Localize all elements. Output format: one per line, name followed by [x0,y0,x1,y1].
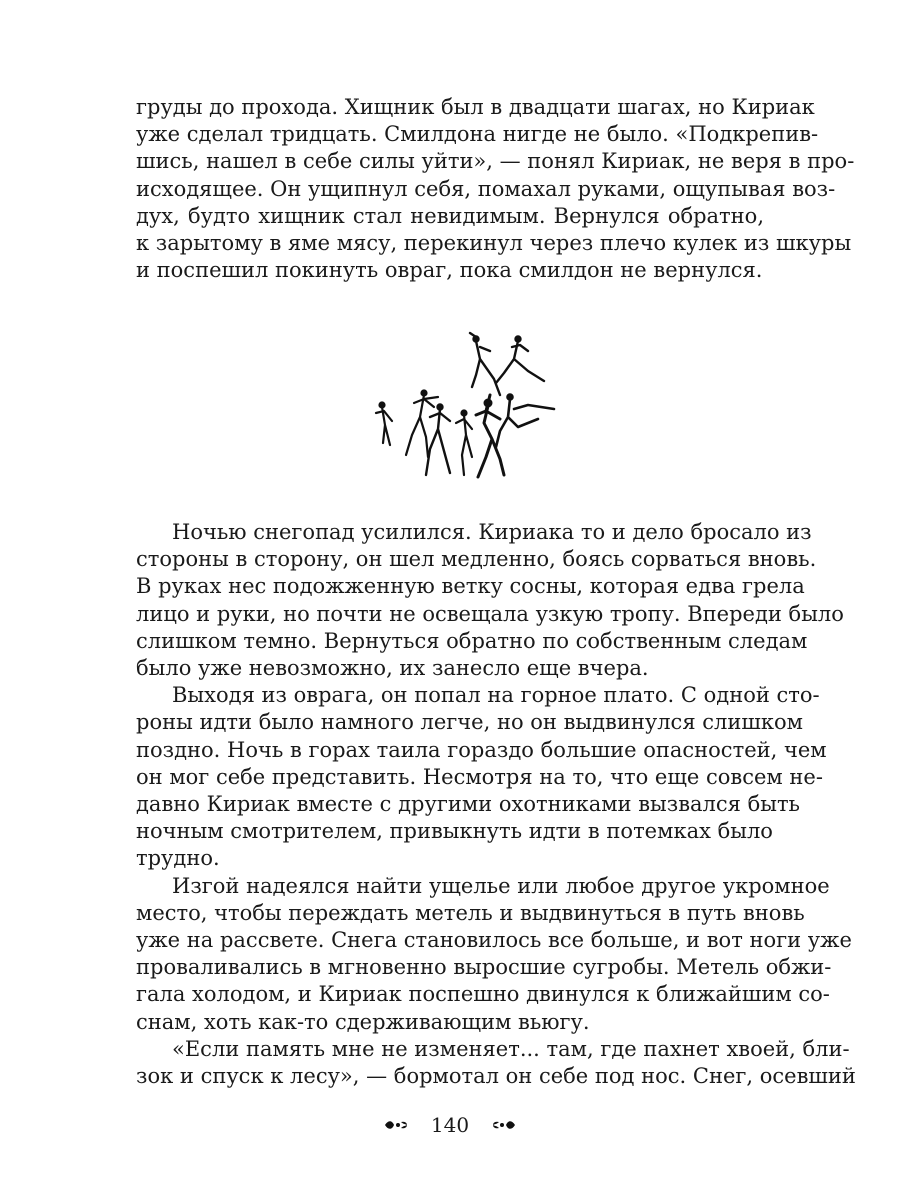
text-line: было уже невозможно, их занесло еще вчера. [136,656,649,681]
text-line: уже сделал тридцать. Смилдона нигде не было. «Подкрепив- [136,122,819,147]
top-paragraph [136,94,855,284]
text-line: уже на рассвете. Снега становилось все больше, и вот ноги уже [136,928,852,953]
text-line: лицо и руки, но почти не освещала узкую тропу. Впереди было [136,601,844,626]
text-line: «Если память мне не изменяет... там, где пахнет хвоей, бли- [172,1036,850,1061]
text-line: гала холодом, и Кириак поспешно двинулся к ближайшим со- [136,982,830,1007]
text-line: Изгой надеялся найти ущелье или любое другое укромное [172,873,830,898]
text-line: стороны в сторону, он шел медленно, боясь сорваться вновь. [136,547,817,572]
text-line: Выходя из оврага, он попал на горное плато. С одной сто- [172,683,820,708]
text-line: давно Кириак вместе с другими охотниками вызвался быть [136,792,800,817]
text-line: В руках нес подожженную ветку сосны, которая едва грела [136,574,805,599]
main-text [136,519,856,1090]
page-number: 140 [430,1112,470,1137]
text-line: исходящее. Он ущипнул себя, помахал руками, ощупывая воз- [136,176,836,201]
text-line: зок и спуск к лесу», — бормотал он себе под нос. Снег, осевший [136,1064,856,1089]
floral-ornament-icon [383,1118,409,1132]
text-line: место, чтобы переждать метель и выдвинуться в путь вновь [136,900,805,925]
text-line: и поспешил покинуть овраг, пока смилдон не вернулся. [136,258,763,283]
text-line: слишком темно. Вернуться обратно по собственным следам [136,628,808,653]
text-line: роны идти было намного легче, но он выдвинулся слишком [136,710,803,735]
text-line: он мог себе представить. Несмотря на то, что еще совсем не- [136,764,823,789]
floral-ornament-icon [491,1118,517,1132]
text-line: Ночью снегопад усилился. Кириака то и дело бросало из [172,520,812,544]
text-line: к зарытому в яме мясу, перекинул через плечо кулек из шкуры [136,231,852,256]
text-line: дух, будто хищник стал невидимым. Вернулся обратно, [136,203,764,228]
text-line: проваливались в мгновенно выросшие сугробы. Метель обжи- [136,955,832,980]
cave-painting-dancers-icon [368,325,558,490]
text-line: трудно. [136,846,220,871]
text-line: шись, нашел в себе силы уйти», — понял Кириак, не веря в про- [136,149,855,174]
text-line: снам, хоть как-то сдерживающим вьюгу. [136,1009,590,1034]
page-footer [0,1111,900,1137]
text-line: груды до прохода. Хищник был в двадцати шагах, но Кириак [136,95,815,119]
text-line: ночным смотрителем, привыкнуть идти в потемках было [136,819,773,844]
text-line: поздно. Ночь в горах таила гораздо большие опасностей, чем [136,737,827,762]
